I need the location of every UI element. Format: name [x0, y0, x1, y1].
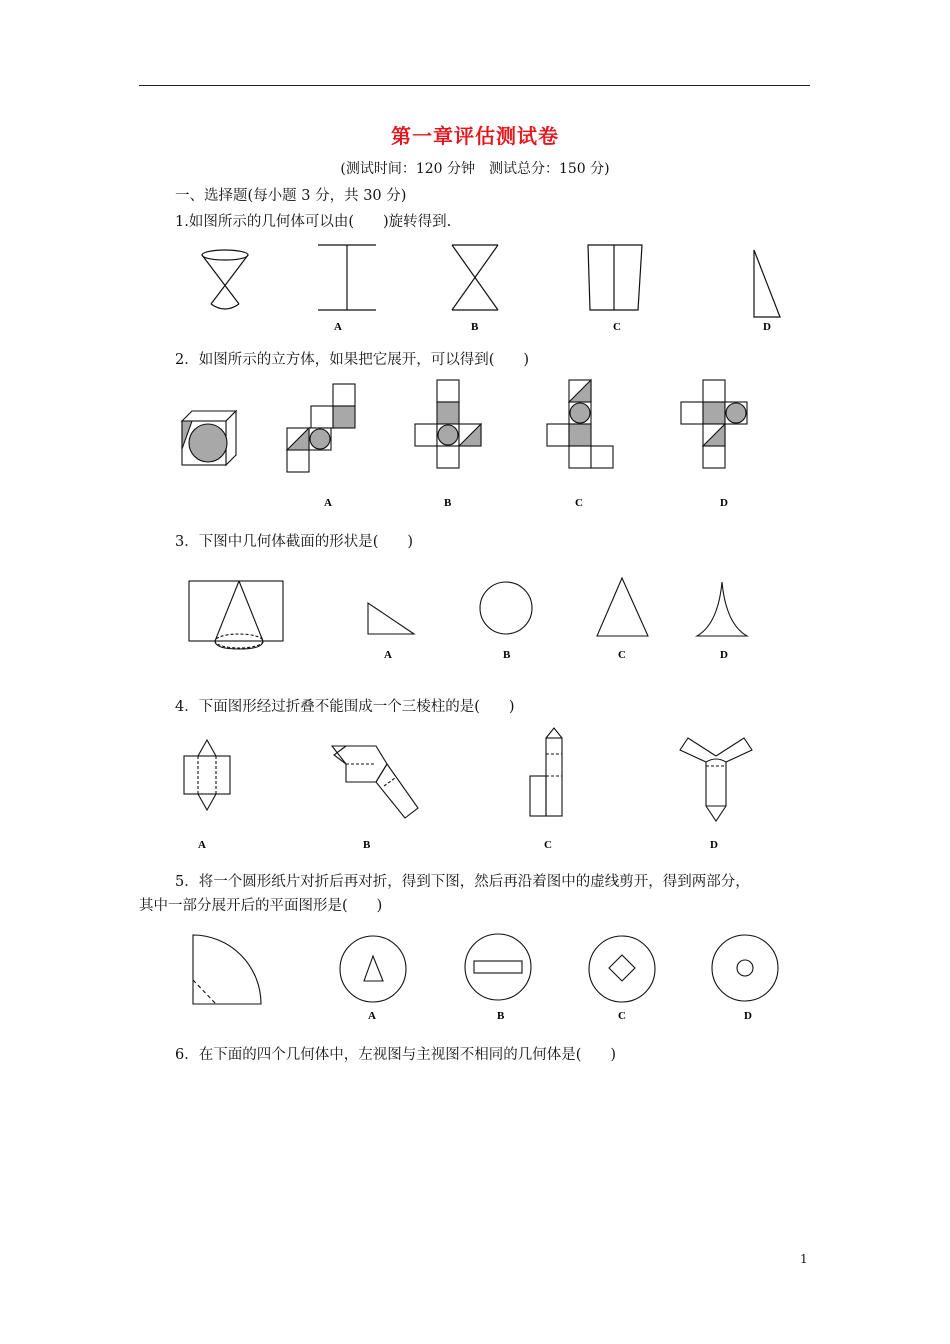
question-4-figures: [180, 726, 760, 851]
question-5-figures: [188, 930, 788, 1025]
option-a-label: A: [368, 1010, 376, 1022]
question-2-text: 2．如图所示的立方体，如果把它展开，可以得到( ): [175, 352, 530, 368]
option-a-shape: [318, 245, 376, 310]
option-d-label: D: [720, 497, 728, 509]
option-d-label: D: [744, 1010, 752, 1022]
option-c-label: C: [575, 497, 583, 509]
option-b-net: [332, 746, 418, 818]
question-6-text: 6．在下面的四个几何体中，左视图与主视图不相同的几何体是( ): [175, 1047, 617, 1063]
section-heading: 一、选择题(每小题 3 分，共 30 分): [175, 188, 407, 204]
option-c-label: C: [618, 1010, 626, 1022]
option-d-label: D: [720, 649, 728, 661]
option-d-net: [681, 380, 747, 468]
option-b-label: B: [497, 1010, 505, 1022]
option-c-label: C: [613, 321, 621, 333]
option-d-net: [680, 738, 752, 821]
double-cone-figure: [202, 250, 248, 309]
header-rule: [139, 85, 810, 86]
question-1-figures: [190, 240, 800, 335]
option-b-label: B: [471, 321, 479, 333]
option-d-shape: [712, 935, 778, 1001]
option-c-label: C: [544, 839, 552, 851]
cube-figure: [182, 411, 236, 465]
option-c-shape: [588, 245, 642, 310]
option-b-shape: [480, 582, 532, 634]
option-b-label: B: [503, 649, 511, 661]
option-d-shape: [754, 250, 780, 317]
option-c-label: C: [618, 649, 626, 661]
option-a-net: [287, 384, 355, 472]
option-a-shape: [340, 936, 406, 1002]
option-d-shape: [697, 582, 747, 636]
option-b-shape: [452, 245, 498, 310]
question-2-figures: [178, 376, 758, 511]
question-1-text: 1.如图所示的几何体可以由( )旋转得到.: [175, 214, 452, 230]
page-number: 1: [800, 1252, 808, 1266]
option-a-label: A: [198, 839, 206, 851]
cone-in-box-figure: [189, 581, 283, 649]
option-c-shape: [597, 578, 648, 636]
option-b-label: B: [363, 839, 371, 851]
page-title: 第一章评估测试卷: [391, 124, 559, 148]
question-5-text: 5．将一个圆形纸片对折后再对折，得到下图，然后再沿着图中的虚线剪开，得到两部分，: [175, 874, 750, 890]
option-c-shape: [589, 936, 655, 1002]
question-3-figures: [185, 572, 760, 662]
option-c-net: [547, 380, 613, 468]
option-a-label: A: [324, 497, 332, 509]
option-b-net: [415, 380, 481, 468]
question-4-text: 4．下面图形经过折叠不能围成一个三棱柱的是( ): [175, 699, 515, 715]
option-c-net: [530, 728, 562, 816]
option-b-shape: [465, 934, 531, 1000]
option-b-label: B: [444, 497, 452, 509]
page-subtitle: (测试时间：120 分钟 测试总分：150 分): [340, 161, 610, 177]
option-a-net: [184, 740, 230, 810]
option-d-label: D: [763, 321, 771, 333]
option-a-label: A: [384, 649, 392, 661]
option-d-label: D: [710, 839, 718, 851]
question-3-text: 3．下图中几何体截面的形状是( ): [175, 534, 414, 550]
option-a-shape: [368, 603, 414, 634]
question-5-text-continued: 其中一部分展开后的平面图形是( ): [139, 898, 383, 914]
folded-quarter-circle: [193, 935, 261, 1004]
option-a-label: A: [334, 321, 342, 333]
